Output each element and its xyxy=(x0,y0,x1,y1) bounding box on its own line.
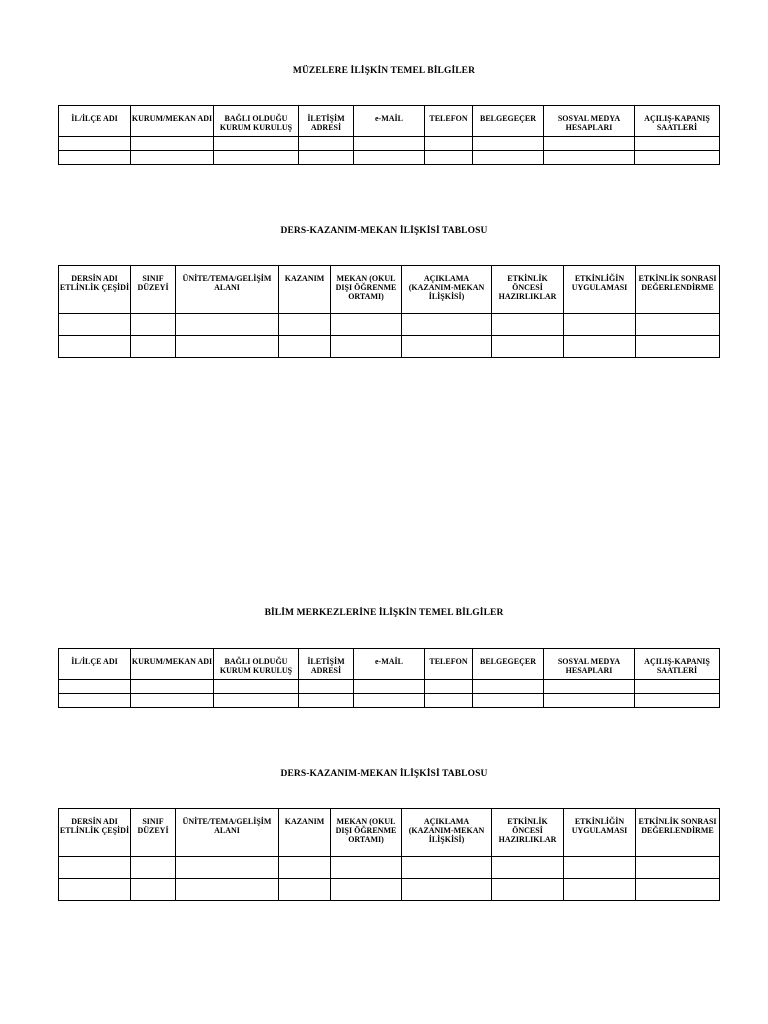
column-header-application: ETKİNLİĞİN UYGULAMASI xyxy=(564,809,636,857)
table-cell[interactable] xyxy=(635,151,720,165)
course-outcome-table-title: DERS-KAZANIM-MEKAN İLİŞKİSİ TABLOSU xyxy=(280,226,488,236)
table-cell[interactable] xyxy=(131,694,214,708)
table-cell[interactable] xyxy=(564,857,636,879)
table-row xyxy=(59,694,720,708)
column-header-description: AÇIKLAMA (KAZANIM-MEKAN İLİŞKİSİ) xyxy=(402,809,492,857)
science-centers-info-table xyxy=(58,648,720,708)
table-cell[interactable] xyxy=(214,680,299,694)
table-cell[interactable] xyxy=(299,694,354,708)
column-header-institution: KURUM/MEKAN ADI xyxy=(131,649,214,680)
table-cell[interactable] xyxy=(131,151,214,165)
column-header-hours: AÇILIŞ-KAPANIŞ SAATLERİ xyxy=(635,649,720,680)
column-header-venue: MEKAN (OKUL DIŞI ÖĞRENME ORTAMI) xyxy=(331,266,402,314)
table-cell[interactable] xyxy=(59,680,131,694)
table-row xyxy=(59,336,720,358)
table-cell[interactable] xyxy=(131,314,176,336)
column-header-phone: TELEFON xyxy=(425,649,473,680)
science-centers-table-title: BİLİM MERKEZLERİNE İLİŞKİN TEMEL BİLGİLER xyxy=(264,608,504,618)
table-row xyxy=(59,151,720,165)
table-cell[interactable] xyxy=(176,857,279,879)
table-cell[interactable] xyxy=(299,137,354,151)
table-cell[interactable] xyxy=(176,314,279,336)
table-cell[interactable] xyxy=(425,137,473,151)
column-header-address: İLETİŞİM ADRESİ xyxy=(299,649,354,680)
column-header-email: e-MAİL xyxy=(354,649,425,680)
table-cell[interactable] xyxy=(636,336,720,358)
course-outcome-venue-table xyxy=(58,265,720,358)
table-cell[interactable] xyxy=(59,694,131,708)
table-cell[interactable] xyxy=(564,336,636,358)
museums-info-table xyxy=(58,105,720,165)
table-cell[interactable] xyxy=(564,879,636,901)
column-header-grade: SINIF DÜZEYİ xyxy=(131,809,176,857)
column-header-phone: TELEFON xyxy=(425,106,473,137)
column-header-affiliated: BAĞLI OLDUĞU KURUM KURULUŞ xyxy=(214,106,299,137)
column-header-preparation: ETKİNLİK ÖNCESİ HAZIRLIKLAR xyxy=(492,266,564,314)
column-header-evaluation: ETKİNLİK SONRASI DEĞERLENDİRME xyxy=(636,266,720,314)
museums-table-title: MÜZELERE İLİŞKİN TEMEL BİLGİLER xyxy=(292,66,476,76)
table-cell[interactable] xyxy=(214,694,299,708)
table-row xyxy=(59,879,720,901)
column-header-province: İL/İLÇE ADI xyxy=(59,649,131,680)
column-header-course: DERSİN ADI ETLİNLİK ÇEŞİDİ xyxy=(59,266,131,314)
column-header-fax: BELGEGEÇER xyxy=(473,106,544,137)
table-cell[interactable] xyxy=(176,879,279,901)
table-cell[interactable] xyxy=(354,137,425,151)
column-header-description: AÇIKLAMA (KAZANIM-MEKAN İLİŞKİSİ) xyxy=(402,266,492,314)
table-cell[interactable] xyxy=(331,314,402,336)
table-cell[interactable] xyxy=(492,857,564,879)
table-cell[interactable] xyxy=(636,879,720,901)
table-cell[interactable] xyxy=(331,857,402,879)
column-header-venue: MEKAN (OKUL DIŞI ÖĞRENME ORTAMI) xyxy=(331,809,402,857)
table-cell[interactable] xyxy=(331,879,402,901)
table-cell[interactable] xyxy=(214,137,299,151)
column-header-hours: AÇILIŞ-KAPANIŞ SAATLERİ xyxy=(635,106,720,137)
table-cell[interactable] xyxy=(354,694,425,708)
table-row xyxy=(59,680,720,694)
table-cell[interactable] xyxy=(214,151,299,165)
table-cell[interactable] xyxy=(131,336,176,358)
table-cell[interactable] xyxy=(402,857,492,879)
column-header-unit: ÜNİTE/TEMA/GELİŞİM ALANI xyxy=(176,266,279,314)
table-cell[interactable] xyxy=(473,680,544,694)
table-cell[interactable] xyxy=(544,151,635,165)
table-row xyxy=(59,857,720,879)
table-cell[interactable] xyxy=(131,680,214,694)
table-cell[interactable] xyxy=(131,857,176,879)
column-header-grade: SINIF DÜZEYİ xyxy=(131,266,176,314)
table-cell[interactable] xyxy=(279,336,331,358)
table-cell[interactable] xyxy=(492,336,564,358)
column-header-course: DERSİN ADI ETLİNLİK ÇEŞİDİ xyxy=(59,809,131,857)
table-cell[interactable] xyxy=(59,151,131,165)
table-cell[interactable] xyxy=(402,879,492,901)
table-cell[interactable] xyxy=(544,137,635,151)
table-cell[interactable] xyxy=(636,857,720,879)
table-cell[interactable] xyxy=(473,151,544,165)
table-cell[interactable] xyxy=(473,137,544,151)
table-cell[interactable] xyxy=(473,694,544,708)
column-header-fax: BELGEGEÇER xyxy=(473,649,544,680)
table-cell[interactable] xyxy=(299,680,354,694)
course-outcome-venue-table-2 xyxy=(58,808,720,901)
column-header-application: ETKİNLİĞİN UYGULAMASI xyxy=(564,266,636,314)
column-header-institution: KURUM/MEKAN ADI xyxy=(131,106,214,137)
table-cell[interactable] xyxy=(279,314,331,336)
table-cell[interactable] xyxy=(176,336,279,358)
table-cell[interactable] xyxy=(354,151,425,165)
table-cell[interactable] xyxy=(425,151,473,165)
table-cell[interactable] xyxy=(59,879,131,901)
column-header-outcome: KAZANIM xyxy=(279,266,331,314)
table-cell[interactable] xyxy=(131,137,214,151)
table-row xyxy=(59,137,720,151)
table-cell[interactable] xyxy=(59,137,131,151)
table-cell[interactable] xyxy=(402,336,492,358)
table-row xyxy=(59,314,720,336)
table-cell[interactable] xyxy=(425,694,473,708)
column-header-social: SOSYAL MEDYA HESAPLARI xyxy=(544,106,635,137)
table-cell[interactable] xyxy=(59,336,131,358)
column-header-social: SOSYAL MEDYA HESAPLARI xyxy=(544,649,635,680)
table-cell[interactable] xyxy=(425,680,473,694)
table-cell[interactable] xyxy=(354,680,425,694)
table-cell[interactable] xyxy=(635,137,720,151)
table-cell[interactable] xyxy=(635,680,720,694)
table-cell[interactable] xyxy=(636,314,720,336)
column-header-preparation: ETKİNLİK ÖNCESİ HAZIRLIKLAR xyxy=(492,809,564,857)
column-header-email: e-MAİL xyxy=(354,106,425,137)
table-cell[interactable] xyxy=(279,857,331,879)
table-cell[interactable] xyxy=(59,314,131,336)
table-cell[interactable] xyxy=(544,694,635,708)
table-cell[interactable] xyxy=(279,879,331,901)
column-header-affiliated: BAĞLI OLDUĞU KURUM KURULUŞ xyxy=(214,649,299,680)
column-header-outcome: KAZANIM xyxy=(279,809,331,857)
course-outcome-table-title-2: DERS-KAZANIM-MEKAN İLİŞKİSİ TABLOSU xyxy=(280,769,488,779)
column-header-unit: ÜNİTE/TEMA/GELİŞİM ALANI xyxy=(176,809,279,857)
table-cell[interactable] xyxy=(492,879,564,901)
table-cell[interactable] xyxy=(635,694,720,708)
table-cell[interactable] xyxy=(564,314,636,336)
column-header-province: İL/İLÇE ADI xyxy=(59,106,131,137)
table-cell[interactable] xyxy=(299,151,354,165)
table-cell[interactable] xyxy=(331,336,402,358)
table-cell[interactable] xyxy=(544,680,635,694)
table-cell[interactable] xyxy=(59,857,131,879)
table-cell[interactable] xyxy=(402,314,492,336)
column-header-address: İLETİŞİM ADRESİ xyxy=(299,106,354,137)
column-header-evaluation: ETKİNLİK SONRASI DEĞERLENDİRME xyxy=(636,809,720,857)
table-cell[interactable] xyxy=(492,314,564,336)
table-cell[interactable] xyxy=(131,879,176,901)
